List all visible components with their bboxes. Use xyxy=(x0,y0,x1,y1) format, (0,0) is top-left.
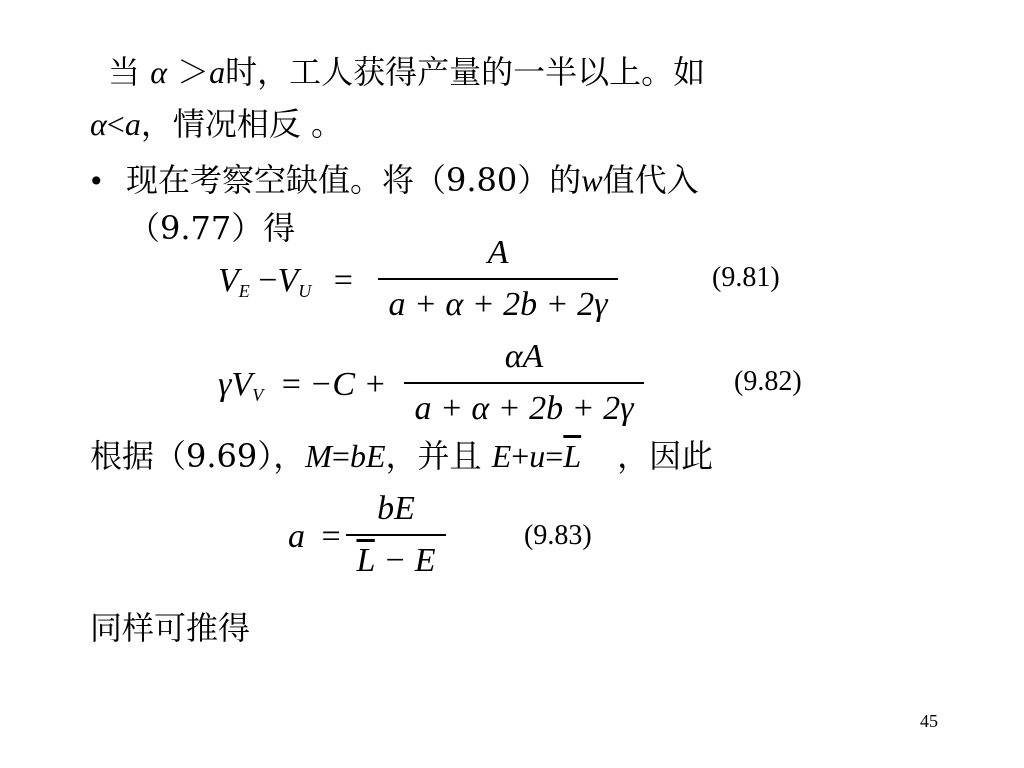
eq982-number: (9.82) xyxy=(734,366,802,397)
bullet-line-1 xyxy=(126,160,699,200)
alpha-symbol-2: α xyxy=(90,106,107,142)
eq983-denominator xyxy=(346,542,446,580)
text-line-reference xyxy=(90,436,713,476)
M-variable: M xyxy=(305,438,332,474)
text-line-2 xyxy=(90,104,343,144)
bullet-text-b: 值代入 xyxy=(602,161,699,199)
ref-text-b: ，并且 xyxy=(385,437,492,475)
eq981-sub-E: E xyxy=(238,281,250,301)
bE-variable: bE xyxy=(349,438,386,474)
ref-equals-2: = xyxy=(545,438,564,474)
w-variable: w xyxy=(581,162,603,198)
eq983-L-bar: $\overline{L}$ xyxy=(356,542,375,579)
L-bar-variable: $\overline{L}$ xyxy=(563,438,582,474)
eq981-minus: − xyxy=(258,262,278,299)
gt-symbol: ＞ xyxy=(177,54,210,90)
eq981-numerator: A xyxy=(487,234,509,271)
eq981-V1: V xyxy=(218,262,239,299)
eq982-V: V xyxy=(231,366,253,403)
ref-text-a: 根据（9.69）， xyxy=(90,437,306,475)
text-line-last xyxy=(90,608,250,648)
eq983-equals: = xyxy=(321,518,341,555)
bullet-text-c: （9.77）得 xyxy=(128,209,296,247)
eq981-fraction-bar xyxy=(378,278,618,280)
a-variable-2: a xyxy=(124,106,141,142)
line1-prefix: 当 xyxy=(108,53,141,91)
equation-9-83 xyxy=(288,490,468,586)
eq981-number: (9.81) xyxy=(712,262,780,293)
bullet-text-a: 现在考察空缺值。将（9.80）的 xyxy=(126,161,582,199)
last-line-text: 同样可推得 xyxy=(90,609,251,647)
eq981-equals: = xyxy=(333,262,353,299)
eq983-number: (9.83) xyxy=(524,520,592,551)
eq983-minus-E: − E xyxy=(374,542,436,579)
equation-9-82 xyxy=(218,338,658,434)
eq981-denominator: a + α + 2b + 2γ xyxy=(388,286,608,323)
eq981-V2: V xyxy=(277,262,299,299)
bullet-marker: • xyxy=(88,165,105,198)
eq983-fraction-bar xyxy=(346,534,446,536)
u-variable: u xyxy=(529,438,546,474)
eq983-numerator: bE xyxy=(377,490,415,527)
eq981-sub-U: U xyxy=(298,281,312,301)
eq982-sub-V: V xyxy=(252,385,264,405)
eq982-numerator: αA xyxy=(504,338,544,375)
line2-rest: ，情况相反 。 xyxy=(140,105,344,143)
text-line-1 xyxy=(108,52,705,92)
a-variable: a xyxy=(209,54,226,90)
ref-text-c: ，因此 xyxy=(617,437,714,475)
eq982-denominator: a + α + 2b + 2γ xyxy=(414,390,634,427)
ref-equals: = xyxy=(331,438,350,474)
ref-plus: + xyxy=(511,438,530,474)
line1-rest: 时，工人获得产量的一半以上。如 xyxy=(225,53,706,91)
equation-9-81 xyxy=(218,234,638,330)
eq982-equals: = xyxy=(281,366,301,403)
lt-symbol: < xyxy=(106,106,125,142)
eq982-fraction-bar xyxy=(404,382,644,384)
eq982-gamma: γ xyxy=(218,366,232,403)
eq983-lhs: a xyxy=(288,518,305,555)
eq982-minus-C: −C + xyxy=(309,366,387,403)
page-number: 45 xyxy=(920,711,938,731)
alpha-symbol: α xyxy=(150,54,167,90)
E-variable: E xyxy=(491,438,512,474)
